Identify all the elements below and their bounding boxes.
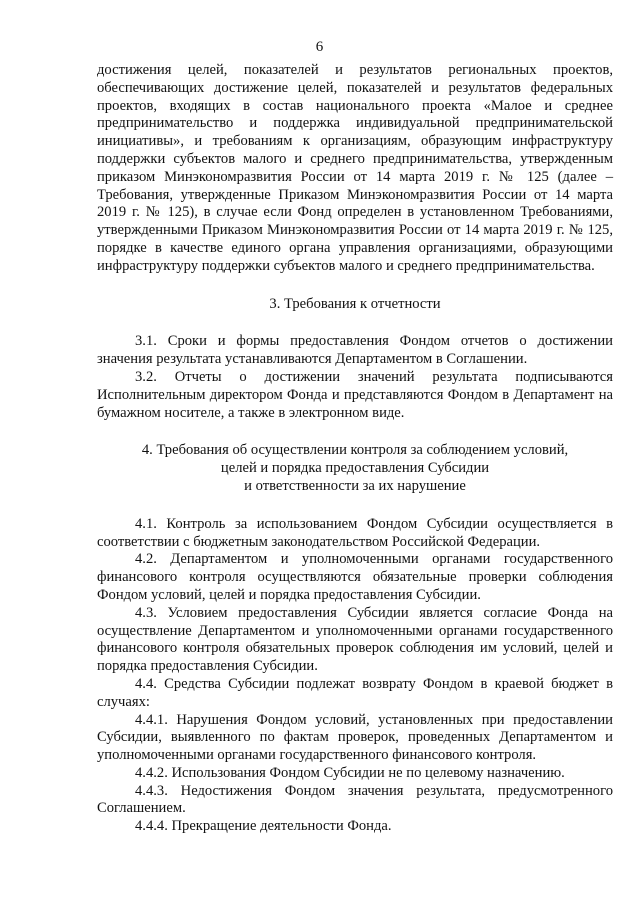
paragraph-3-2: 3.2. Отчеты о достижении значений результата подписываются Исполнительным директором Фонда и представляются Фондом в Департамент на бумажном носителе, а также в электронном виде. [97,368,613,421]
section-3-heading: 3. Требования к отчетности [269,295,441,312]
section-4-heading-line-1: 4. Требования об осуществлении контроля за соблюдением условий, [141,442,569,459]
page-number: 6 [315,39,324,55]
paragraph-4-4-4: 4.4.4. Прекращение деятельности Фонда. [135,818,392,835]
document-body [97,62,613,836]
paragraph-4-4: 4.4. Средства Субсидии подлежат возврату Фондом в краевой бюджет в случаях: [97,675,613,710]
paragraph-4-4-2: 4.4.2. Использования Фондом Субсидии не по целевому назначению. [135,764,565,781]
paragraph-4-2: 4.2. Департаментом и уполномоченными органами государственного финансового контроля осуществляются обязательные проверки соблюдения Фондом условий, целей и порядка предоставления Субсидии. [97,551,613,603]
paragraph-4-4-1: 4.4.1. Нарушения Фондом условий, установленных при предоставлении Субсидии, выявленного по фактам проверок, проведенных Департаментом и уполномоченными органами государственного финансового контроля. [97,711,613,764]
paragraph-4-3: 4.3. Условием предоставления Субсидии является согласие Фонда на осуществление Департаментом и уполномоченными органами государственного финансового контроля обязательных проверок соблюдения им условий, целей и порядка предоставления Субсидии. [97,604,613,675]
paragraph-4-1: 4.1. Контроль за использованием Фондом Субсидии осуществляется в соответствии с бюджетным законодательством Российской Федерации. [97,515,613,550]
paragraph-3-1: 3.1. Сроки и формы предоставления Фондом отчетов о достижении значения результата устанавливаются Департаментом в Соглашении. [97,333,613,368]
paragraph-4-4-3: 4.4.3. Недостижения Фондом значения результата, предусмотренного Соглашением. [97,782,613,817]
section-4-heading-line-2: целей и порядка предоставления Субсидии [220,460,490,477]
section-4-heading-line-3: и ответственности за их нарушение [244,477,466,494]
intro-paragraph: достижения целей, показателей и результатов региональных проектов, обеспечивающих достижение целей, показателей и результатов федеральных проектов, входящих в состав национального проекта «Малое и среднее предпринимательство и поддержка индивидуальной предпринимательской инициативы», и требованиям к организациям, образующим инфраструктуру поддержки субъектов малого и среднего предпринимательства, утвержденным приказом Минэкономразвития России от 14 марта 2019 г. № 125 (далее – Требования, утвержденные Приказом Минэкономразвития России от 14 марта 2019 г. № 125), в случае если Фонд определен в установленном Требованиями, утвержденными Приказом Минэкономразвития России от 14 марта 2019 г. № 125, порядке в качестве единого органа управления организациями, образующими инфраструктуру поддержки субъектов малого и среднего предпринимательства. [97,62,613,274]
